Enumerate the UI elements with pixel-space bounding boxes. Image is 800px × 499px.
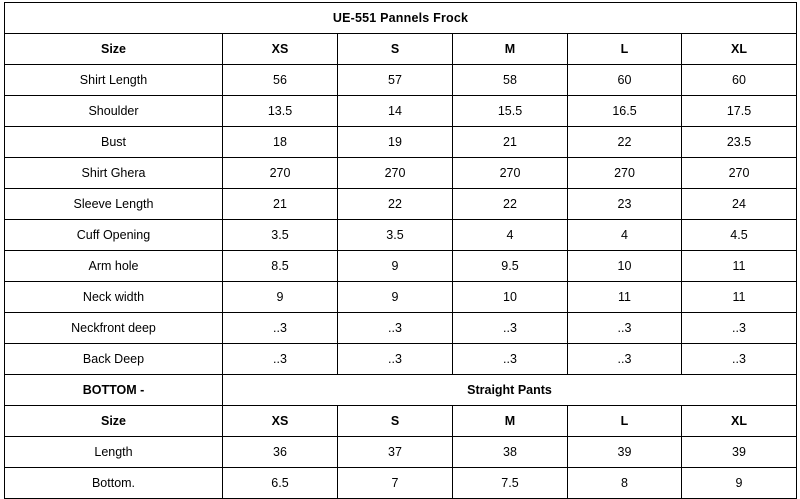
bottom-column-header-xl: XL	[682, 406, 797, 437]
cell-value: 19	[338, 127, 453, 158]
cell-value: 56	[223, 65, 338, 96]
table-row	[5, 437, 797, 468]
row-label: Sleeve Length	[5, 189, 223, 220]
row-label: Back Deep	[5, 344, 223, 375]
cell-value: 58	[453, 65, 568, 96]
cell-value: 10	[453, 282, 568, 313]
cell-value: 22	[568, 127, 682, 158]
column-header-size: Size	[5, 34, 223, 65]
table-row	[5, 65, 797, 96]
cell-value: 36	[223, 437, 338, 468]
cell-value: 9.5	[453, 251, 568, 282]
row-label: Neck width	[5, 282, 223, 313]
cell-value: 11	[568, 282, 682, 313]
cell-value: 270	[338, 158, 453, 189]
cell-value: 13.5	[223, 96, 338, 127]
cell-value: 270	[682, 158, 797, 189]
row-label: Shirt Length	[5, 65, 223, 96]
table-row	[5, 251, 797, 282]
row-label: Bust	[5, 127, 223, 158]
cell-value: 270	[568, 158, 682, 189]
row-label: Neckfront deep	[5, 313, 223, 344]
bottom-section-label: BOTTOM -	[5, 375, 223, 406]
row-label: Bottom.	[5, 468, 223, 499]
cell-value: 37	[338, 437, 453, 468]
cell-value: 4.5	[682, 220, 797, 251]
column-header-xl: XL	[682, 34, 797, 65]
cell-value: 60	[568, 65, 682, 96]
cell-value: ..3	[338, 313, 453, 344]
bottom-section-row	[5, 375, 797, 406]
cell-value: 8.5	[223, 251, 338, 282]
cell-value: 14	[338, 96, 453, 127]
table-row	[5, 220, 797, 251]
cell-value: ..3	[453, 313, 568, 344]
table-row	[5, 468, 797, 499]
cell-value: 17.5	[682, 96, 797, 127]
cell-value: 22	[453, 189, 568, 220]
bottom-header-row	[5, 406, 797, 437]
cell-value: 23	[568, 189, 682, 220]
cell-value: ..3	[338, 344, 453, 375]
cell-value: 4	[568, 220, 682, 251]
table-row	[5, 96, 797, 127]
table-row	[5, 127, 797, 158]
row-label: Length	[5, 437, 223, 468]
cell-value: 18	[223, 127, 338, 158]
cell-value: 9	[338, 251, 453, 282]
cell-value: 9	[338, 282, 453, 313]
column-header-m: M	[453, 34, 568, 65]
title-row	[5, 3, 797, 34]
column-header-xs: XS	[223, 34, 338, 65]
cell-value: 3.5	[338, 220, 453, 251]
cell-value: 57	[338, 65, 453, 96]
document-title: UE-551 Pannels Frock	[5, 3, 797, 34]
cell-value: 10	[568, 251, 682, 282]
cell-value: 11	[682, 282, 797, 313]
row-label: Shoulder	[5, 96, 223, 127]
cell-value: 270	[453, 158, 568, 189]
cell-value: 3.5	[223, 220, 338, 251]
row-label: Arm hole	[5, 251, 223, 282]
table-row	[5, 344, 797, 375]
cell-value: ..3	[682, 344, 797, 375]
column-header-s: S	[338, 34, 453, 65]
row-label: Cuff Opening	[5, 220, 223, 251]
bottom-column-header-xs: XS	[223, 406, 338, 437]
cell-value: 8	[568, 468, 682, 499]
bottom-column-header-m: M	[453, 406, 568, 437]
cell-value: 21	[453, 127, 568, 158]
table-row	[5, 189, 797, 220]
row-label: Shirt Ghera	[5, 158, 223, 189]
cell-value: 39	[682, 437, 797, 468]
cell-value: ..3	[223, 344, 338, 375]
cell-value: ..3	[453, 344, 568, 375]
cell-value: 4	[453, 220, 568, 251]
cell-value: ..3	[682, 313, 797, 344]
bottom-column-header-size: Size	[5, 406, 223, 437]
table-row	[5, 282, 797, 313]
cell-value: 22	[338, 189, 453, 220]
table-row	[5, 313, 797, 344]
cell-value: 16.5	[568, 96, 682, 127]
cell-value: 39	[568, 437, 682, 468]
cell-value: 60	[682, 65, 797, 96]
cell-value: 7.5	[453, 468, 568, 499]
cell-value: ..3	[568, 344, 682, 375]
cell-value: 6.5	[223, 468, 338, 499]
cell-value: ..3	[568, 313, 682, 344]
cell-value: 24	[682, 189, 797, 220]
bottom-column-header-s: S	[338, 406, 453, 437]
cell-value: 9	[682, 468, 797, 499]
cell-value: 270	[223, 158, 338, 189]
table-row	[5, 158, 797, 189]
cell-value: 38	[453, 437, 568, 468]
column-header-l: L	[568, 34, 682, 65]
cell-value: 7	[338, 468, 453, 499]
size-chart-table	[4, 2, 797, 499]
cell-value: 21	[223, 189, 338, 220]
bottom-section-value: Straight Pants	[223, 375, 797, 406]
cell-value: ..3	[223, 313, 338, 344]
cell-value: 15.5	[453, 96, 568, 127]
cell-value: 23.5	[682, 127, 797, 158]
bottom-column-header-l: L	[568, 406, 682, 437]
cell-value: 11	[682, 251, 797, 282]
cell-value: 9	[223, 282, 338, 313]
top-header-row	[5, 34, 797, 65]
